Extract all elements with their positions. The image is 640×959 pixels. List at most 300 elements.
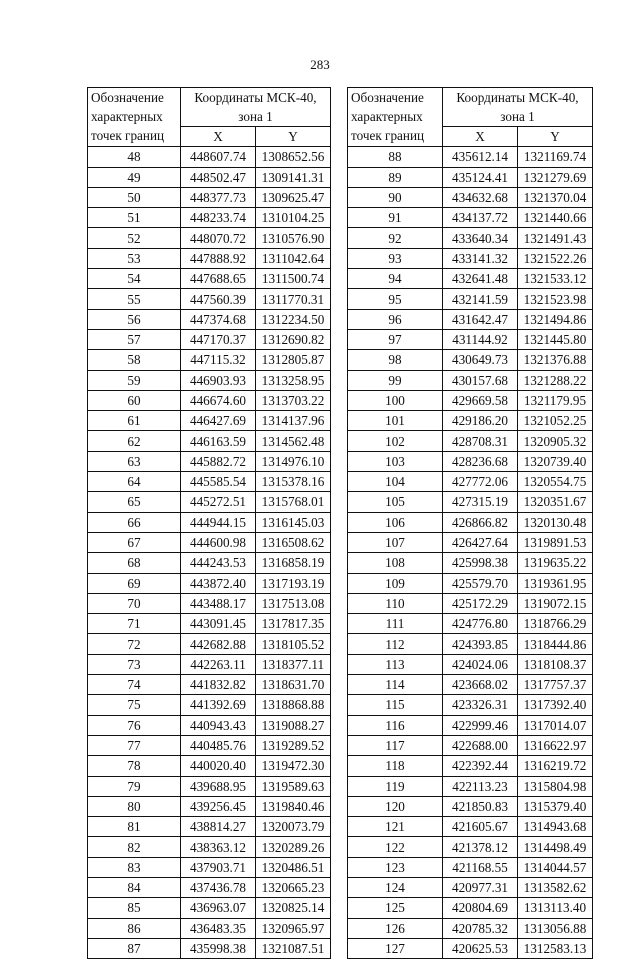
table-row: [88, 756, 331, 776]
coord-x: 426427.64: [443, 532, 518, 552]
point-number: 54: [88, 269, 181, 289]
coord-y: 1316858.19: [256, 553, 331, 573]
coord-y: 1312583.13: [518, 938, 593, 958]
coord-y: 1309625.47: [256, 187, 331, 207]
table-row: [88, 573, 331, 593]
coord-y: 1321169.74: [518, 147, 593, 167]
point-number: 72: [88, 634, 181, 654]
coord-x: 442263.11: [181, 654, 256, 674]
coord-x: 420977.31: [443, 877, 518, 897]
point-number: 64: [88, 472, 181, 492]
point-number: 76: [88, 715, 181, 735]
coord-y: 1313113.40: [518, 898, 593, 918]
coord-x: 421378.12: [443, 837, 518, 857]
coord-y: 1321376.88: [518, 350, 593, 370]
coord-y: 1317193.19: [256, 573, 331, 593]
coord-y: 1319289.52: [256, 735, 331, 755]
coord-y: 1320665.23: [256, 877, 331, 897]
coord-y: 1321533.12: [518, 269, 593, 289]
point-number: 61: [88, 411, 181, 431]
table-row: [88, 715, 331, 735]
coord-x: 435612.14: [443, 147, 518, 167]
point-number: 74: [88, 675, 181, 695]
coord-y: 1314562.48: [256, 431, 331, 451]
point-number: 75: [88, 695, 181, 715]
header-x: X: [443, 127, 518, 147]
table-row: [348, 472, 593, 492]
coord-y: 1320289.26: [256, 837, 331, 857]
point-number: 92: [348, 228, 443, 248]
coord-y: 1316622.97: [518, 735, 593, 755]
coord-x: 443872.40: [181, 573, 256, 593]
point-number: 57: [88, 329, 181, 349]
coord-y: 1310104.25: [256, 208, 331, 228]
coord-x: 433141.32: [443, 248, 518, 268]
coord-y: 1318105.52: [256, 634, 331, 654]
coord-y: 1321523.98: [518, 289, 593, 309]
coord-x: 436483.35: [181, 918, 256, 938]
coord-y: 1318108.37: [518, 654, 593, 674]
coord-y: 1318377.11: [256, 654, 331, 674]
coord-y: 1311770.31: [256, 289, 331, 309]
point-number: 114: [348, 675, 443, 695]
point-number: 120: [348, 796, 443, 816]
table-row: [348, 187, 593, 207]
coord-x: 444944.15: [181, 512, 256, 532]
point-number: 80: [88, 796, 181, 816]
coord-y: 1317817.35: [256, 614, 331, 634]
table-row: [348, 898, 593, 918]
point-number: 113: [348, 654, 443, 674]
coord-y: 1312690.82: [256, 329, 331, 349]
table-row: [88, 614, 331, 634]
coord-x: 446903.93: [181, 370, 256, 390]
coord-y: 1321491.43: [518, 228, 593, 248]
coord-y: 1317757.37: [518, 675, 593, 695]
coordinates-table-right: [347, 87, 593, 959]
coord-y: 1319472.30: [256, 756, 331, 776]
table-row: [88, 776, 331, 796]
coord-y: 1321370.04: [518, 187, 593, 207]
coord-y: 1320351.67: [518, 492, 593, 512]
table-row: [88, 857, 331, 877]
coord-x: 445272.51: [181, 492, 256, 512]
coord-x: 438814.27: [181, 817, 256, 837]
table-row: [88, 208, 331, 228]
coord-y: 1316145.03: [256, 512, 331, 532]
coord-y: 1311500.74: [256, 269, 331, 289]
point-number: 96: [348, 309, 443, 329]
table-row: [88, 187, 331, 207]
table-row: [348, 573, 593, 593]
coord-x: 425579.70: [443, 573, 518, 593]
point-number: 124: [348, 877, 443, 897]
point-number: 51: [88, 208, 181, 228]
coord-x: 447374.68: [181, 309, 256, 329]
table-row: [88, 918, 331, 938]
coord-x: 443488.17: [181, 593, 256, 613]
header-point-label: Обозначение характерных точек границ: [348, 88, 443, 147]
coord-x: 439688.95: [181, 776, 256, 796]
table-row: [88, 695, 331, 715]
table-row: [88, 532, 331, 552]
coord-x: 448607.74: [181, 147, 256, 167]
coord-y: 1321179.95: [518, 390, 593, 410]
coord-y: 1318868.88: [256, 695, 331, 715]
point-number: 78: [88, 756, 181, 776]
coord-y: 1320825.14: [256, 898, 331, 918]
coord-x: 420785.32: [443, 918, 518, 938]
point-number: 98: [348, 350, 443, 370]
coord-x: 437903.71: [181, 857, 256, 877]
coord-y: 1320486.51: [256, 857, 331, 877]
table-row: [348, 857, 593, 877]
table-row: [88, 654, 331, 674]
coord-x: 447170.37: [181, 329, 256, 349]
coord-x: 439256.45: [181, 796, 256, 816]
coord-x: 447688.65: [181, 269, 256, 289]
coord-y: 1320073.79: [256, 817, 331, 837]
point-number: 50: [88, 187, 181, 207]
point-number: 109: [348, 573, 443, 593]
point-number: 56: [88, 309, 181, 329]
point-number: 63: [88, 451, 181, 471]
coord-x: 436963.07: [181, 898, 256, 918]
point-number: 55: [88, 289, 181, 309]
table-row: [88, 796, 331, 816]
point-number: 83: [88, 857, 181, 877]
coord-x: 426866.82: [443, 512, 518, 532]
coord-y: 1319088.27: [256, 715, 331, 735]
coord-x: 425172.29: [443, 593, 518, 613]
coord-y: 1321052.25: [518, 411, 593, 431]
table-row: [348, 309, 593, 329]
table-row: [348, 390, 593, 410]
table-row: [348, 735, 593, 755]
point-number: 65: [88, 492, 181, 512]
table-row: [88, 411, 331, 431]
point-number: 60: [88, 390, 181, 410]
point-number: 108: [348, 553, 443, 573]
table-row: [348, 593, 593, 613]
coord-x: 445585.54: [181, 472, 256, 492]
coord-y: 1315379.40: [518, 796, 593, 816]
table-row: [88, 350, 331, 370]
table-row: [348, 817, 593, 837]
point-number: 104: [348, 472, 443, 492]
point-number: 94: [348, 269, 443, 289]
table-row: [348, 269, 593, 289]
coord-x: 430157.68: [443, 370, 518, 390]
coord-y: 1319840.46: [256, 796, 331, 816]
coord-y: 1319891.53: [518, 532, 593, 552]
point-number: 118: [348, 756, 443, 776]
table-row: [348, 289, 593, 309]
point-number: 82: [88, 837, 181, 857]
coord-x: 422688.00: [443, 735, 518, 755]
point-number: 68: [88, 553, 181, 573]
table-row: [88, 147, 331, 167]
table-row: [88, 228, 331, 248]
coord-x: 440020.40: [181, 756, 256, 776]
point-number: 53: [88, 248, 181, 268]
point-number: 100: [348, 390, 443, 410]
point-number: 102: [348, 431, 443, 451]
coord-y: 1321087.51: [256, 938, 331, 958]
coord-x: 448070.72: [181, 228, 256, 248]
point-number: 117: [348, 735, 443, 755]
table-row: [88, 167, 331, 187]
coord-y: 1318444.86: [518, 634, 593, 654]
header-point-label: Обозначение характерных точек границ: [88, 88, 181, 147]
table-row: [88, 877, 331, 897]
point-number: 49: [88, 167, 181, 187]
header-y: Y: [256, 127, 331, 147]
point-number: 112: [348, 634, 443, 654]
coord-y: 1316219.72: [518, 756, 593, 776]
coord-x: 433640.34: [443, 228, 518, 248]
coord-x: 421850.83: [443, 796, 518, 816]
coord-y: 1315768.01: [256, 492, 331, 512]
coord-x: 428708.31: [443, 431, 518, 451]
coord-x: 424024.06: [443, 654, 518, 674]
table-row: [88, 675, 331, 695]
coord-x: 446163.59: [181, 431, 256, 451]
point-number: 52: [88, 228, 181, 248]
coord-y: 1310576.90: [256, 228, 331, 248]
coord-y: 1315378.16: [256, 472, 331, 492]
coord-x: 430649.73: [443, 350, 518, 370]
table-row: [348, 248, 593, 268]
page-number: 283: [310, 57, 330, 72]
coord-x: 448502.47: [181, 167, 256, 187]
table-row: [88, 472, 331, 492]
coord-x: 447560.39: [181, 289, 256, 309]
table-row: [348, 654, 593, 674]
coord-x: 420625.53: [443, 938, 518, 958]
coord-y: 1320739.40: [518, 451, 593, 471]
point-number: 67: [88, 532, 181, 552]
coord-y: 1320965.97: [256, 918, 331, 938]
point-number: 123: [348, 857, 443, 877]
table-row: [88, 898, 331, 918]
coord-y: 1317014.07: [518, 715, 593, 735]
header-y: Y: [518, 127, 593, 147]
coord-y: 1321522.26: [518, 248, 593, 268]
coord-y: 1314044.57: [518, 857, 593, 877]
coord-x: 447115.32: [181, 350, 256, 370]
header-coordinates: Координаты МСК-40, зона 1: [443, 88, 593, 127]
point-number: 89: [348, 167, 443, 187]
coord-x: 431144.92: [443, 329, 518, 349]
coord-y: 1319072.15: [518, 593, 593, 613]
coord-y: 1320554.75: [518, 472, 593, 492]
point-number: 71: [88, 614, 181, 634]
point-number: 97: [348, 329, 443, 349]
coord-x: 445882.72: [181, 451, 256, 471]
table-row: [88, 289, 331, 309]
coord-x: 421168.55: [443, 857, 518, 877]
coord-y: 1314943.68: [518, 817, 593, 837]
table-row: [348, 776, 593, 796]
coord-y: 1313703.22: [256, 390, 331, 410]
point-number: 91: [348, 208, 443, 228]
table-row: [348, 634, 593, 654]
coord-y: 1321445.80: [518, 329, 593, 349]
table-row: [348, 756, 593, 776]
point-number: 48: [88, 147, 181, 167]
coord-x: 424776.80: [443, 614, 518, 634]
coord-y: 1320905.32: [518, 431, 593, 451]
coord-x: 424393.85: [443, 634, 518, 654]
coord-x: 423668.02: [443, 675, 518, 695]
coord-x: 421605.67: [443, 817, 518, 837]
table-row: [88, 837, 331, 857]
point-number: 66: [88, 512, 181, 532]
coord-x: 447888.92: [181, 248, 256, 268]
table-row: [348, 614, 593, 634]
coord-x: 435998.38: [181, 938, 256, 958]
point-number: 115: [348, 695, 443, 715]
point-number: 121: [348, 817, 443, 837]
coord-y: 1321288.22: [518, 370, 593, 390]
table-row: [348, 350, 593, 370]
coord-x: 428236.68: [443, 451, 518, 471]
coord-x: 441832.82: [181, 675, 256, 695]
coord-y: 1309141.31: [256, 167, 331, 187]
table-row: [88, 309, 331, 329]
point-number: 105: [348, 492, 443, 512]
coord-x: 425998.38: [443, 553, 518, 573]
coord-x: 429669.58: [443, 390, 518, 410]
table-row: [88, 938, 331, 958]
coord-x: 432641.48: [443, 269, 518, 289]
point-number: 103: [348, 451, 443, 471]
coord-y: 1321279.69: [518, 167, 593, 187]
coord-y: 1318631.70: [256, 675, 331, 695]
coord-y: 1319589.63: [256, 776, 331, 796]
point-number: 126: [348, 918, 443, 938]
point-number: 125: [348, 898, 443, 918]
coord-x: 441392.69: [181, 695, 256, 715]
table-row: [88, 593, 331, 613]
point-number: 59: [88, 370, 181, 390]
coord-x: 446427.69: [181, 411, 256, 431]
table-row: [88, 553, 331, 573]
coord-y: 1319635.22: [518, 553, 593, 573]
coord-x: 434137.72: [443, 208, 518, 228]
table-row: [88, 269, 331, 289]
coordinates-table-left: [87, 87, 331, 959]
coord-y: 1320130.48: [518, 512, 593, 532]
point-number: 88: [348, 147, 443, 167]
point-number: 119: [348, 776, 443, 796]
point-number: 87: [88, 938, 181, 958]
coord-x: 443091.45: [181, 614, 256, 634]
point-number: 73: [88, 654, 181, 674]
coord-x: 432141.59: [443, 289, 518, 309]
table-row: [88, 329, 331, 349]
header-x: X: [181, 127, 256, 147]
table-row: [348, 837, 593, 857]
table-row: [88, 390, 331, 410]
coord-y: 1311042.64: [256, 248, 331, 268]
coord-x: 442682.88: [181, 634, 256, 654]
table-row: [348, 411, 593, 431]
coord-x: 446674.60: [181, 390, 256, 410]
coord-x: 422392.44: [443, 756, 518, 776]
coord-x: 429186.20: [443, 411, 518, 431]
table-row: [88, 451, 331, 471]
coord-x: 440485.76: [181, 735, 256, 755]
table-row: [348, 715, 593, 735]
coord-y: 1313056.88: [518, 918, 593, 938]
point-number: 85: [88, 898, 181, 918]
point-number: 81: [88, 817, 181, 837]
point-number: 110: [348, 593, 443, 613]
coord-x: 423326.31: [443, 695, 518, 715]
point-number: 77: [88, 735, 181, 755]
table-row: [348, 532, 593, 552]
table-row: [348, 938, 593, 958]
coord-x: 422999.46: [443, 715, 518, 735]
table-row: [88, 817, 331, 837]
point-number: 90: [348, 187, 443, 207]
coord-y: 1315804.98: [518, 776, 593, 796]
coord-y: 1318766.29: [518, 614, 593, 634]
table-row: [348, 167, 593, 187]
table-row: [348, 553, 593, 573]
point-number: 86: [88, 918, 181, 938]
table-row: [88, 248, 331, 268]
coord-y: 1314137.96: [256, 411, 331, 431]
table-row: [348, 370, 593, 390]
coord-x: 427315.19: [443, 492, 518, 512]
point-number: 99: [348, 370, 443, 390]
coord-x: 427772.06: [443, 472, 518, 492]
coord-y: 1313258.95: [256, 370, 331, 390]
table-row: [348, 512, 593, 532]
point-number: 62: [88, 431, 181, 451]
coord-x: 435124.41: [443, 167, 518, 187]
point-number: 116: [348, 715, 443, 735]
coord-x: 444600.98: [181, 532, 256, 552]
point-number: 79: [88, 776, 181, 796]
point-number: 107: [348, 532, 443, 552]
table-row: [348, 451, 593, 471]
coord-y: 1308652.56: [256, 147, 331, 167]
point-number: 127: [348, 938, 443, 958]
point-number: 70: [88, 593, 181, 613]
table-row: [348, 877, 593, 897]
coord-x: 438363.12: [181, 837, 256, 857]
table-row: [88, 634, 331, 654]
coord-y: 1321494.86: [518, 309, 593, 329]
coord-y: 1321440.66: [518, 208, 593, 228]
point-number: 106: [348, 512, 443, 532]
table-body-left: [88, 147, 331, 959]
table-row: [88, 735, 331, 755]
coord-y: 1313582.62: [518, 877, 593, 897]
table-row: [348, 492, 593, 512]
coord-y: 1317513.08: [256, 593, 331, 613]
table-row: [88, 370, 331, 390]
coord-x: 420804.69: [443, 898, 518, 918]
table-row: [348, 228, 593, 248]
header-coordinates: Координаты МСК-40, зона 1: [181, 88, 331, 127]
table-row: [348, 695, 593, 715]
coord-x: 444243.53: [181, 553, 256, 573]
